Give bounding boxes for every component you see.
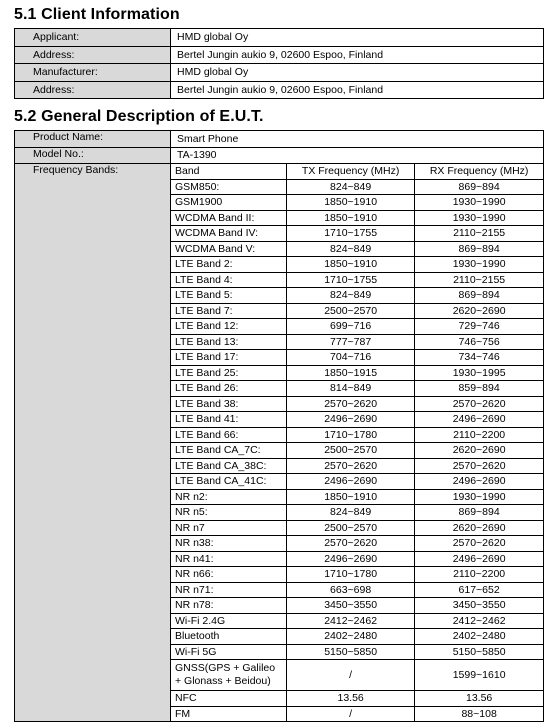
- rx-frequency-cell: 729~746: [415, 319, 543, 335]
- band-name-cell: NR n2:: [171, 489, 287, 505]
- band-name-cell: NR n5:: [171, 505, 287, 521]
- tx-frequency-cell: 2496~2690: [287, 551, 415, 567]
- frequency-bands-label: Frequency Bands:: [15, 164, 171, 722]
- tx-frequency-cell: 824~849: [287, 179, 415, 195]
- manufacturer-value: HMD global Oy: [171, 64, 544, 82]
- section-heading-general-description: 5.2 General Description of E.U.T.: [14, 108, 264, 125]
- table-row: [171, 706, 543, 721]
- client-information-table: [14, 28, 544, 99]
- band-name-cell: WCDMA Band V:: [171, 241, 287, 257]
- table-row: [15, 147, 544, 164]
- rx-frequency-cell: 1930~1995: [415, 365, 543, 381]
- rx-frequency-cell: 2496~2690: [415, 412, 543, 428]
- band-name-cell: LTE Band 12:: [171, 319, 287, 335]
- tx-frequency-cell: 2402~2480: [287, 629, 415, 645]
- eut-description-table: [14, 130, 544, 722]
- band-name-cell: LTE Band 13:: [171, 334, 287, 350]
- table-row: [171, 319, 543, 335]
- table-row: [171, 598, 543, 614]
- table-row: [15, 64, 544, 82]
- tx-frequency-cell: 1850~1910: [287, 210, 415, 226]
- model-number-label: Model No.:: [15, 147, 171, 164]
- band-name-cell: NR n66:: [171, 567, 287, 583]
- rx-frequency-cell: 734~746: [415, 350, 543, 366]
- table-row: [171, 396, 543, 412]
- rx-frequency-cell: 1599~1610: [415, 660, 543, 691]
- tx-frequency-cell: 2570~2620: [287, 396, 415, 412]
- tx-frequency-cell: 1850~1915: [287, 365, 415, 381]
- table-row: [15, 131, 544, 148]
- table-row: [171, 660, 543, 691]
- applicant-value: HMD global Oy: [171, 29, 544, 47]
- band-name-cell: Bluetooth: [171, 629, 287, 645]
- band-name-cell: NR n38:: [171, 536, 287, 552]
- tx-frequency-cell: 1850~1910: [287, 257, 415, 273]
- applicant-address-value: Bertel Jungin aukio 9, 02600 Espoo, Finland: [171, 46, 544, 64]
- table-row: [171, 210, 543, 226]
- tx-frequency-cell: 777~787: [287, 334, 415, 350]
- table-row: [171, 567, 543, 583]
- band-name-cell: LTE Band 41:: [171, 412, 287, 428]
- rx-frequency-cell: 2570~2620: [415, 458, 543, 474]
- tx-frequency-cell: 2496~2690: [287, 474, 415, 490]
- tx-frequency-cell: 2500~2570: [287, 303, 415, 319]
- manufacturer-address-label: Address:: [15, 81, 171, 99]
- table-row: [171, 350, 543, 366]
- rx-frequency-cell: 2110~2155: [415, 272, 543, 288]
- tx-frequency-cell: 699~716: [287, 319, 415, 335]
- band-name-cell: WCDMA Band IV:: [171, 226, 287, 242]
- table-row: [171, 551, 543, 567]
- tx-frequency-cell: 704~716: [287, 350, 415, 366]
- rx-frequency-cell: 1930~1990: [415, 210, 543, 226]
- table-row: [171, 427, 543, 443]
- band-name-cell: Wi-Fi 2.4G: [171, 613, 287, 629]
- band-name-cell: LTE Band CA_7C:: [171, 443, 287, 459]
- tx-frequency-cell: 13.56: [287, 691, 415, 707]
- section-heading-client-information: 5.1 Client Information: [14, 6, 180, 23]
- rx-frequency-cell: 2620~2690: [415, 520, 543, 536]
- applicant-label: Applicant:: [15, 29, 171, 47]
- tx-frequency-cell: 1710~1755: [287, 272, 415, 288]
- manufacturer-label: Manufacturer:: [15, 64, 171, 82]
- table-row: [171, 241, 543, 257]
- band-name-cell: GSM1900: [171, 195, 287, 211]
- rx-frequency-cell: 2496~2690: [415, 474, 543, 490]
- rx-frequency-cell: 1930~1990: [415, 257, 543, 273]
- rx-frequency-cell: 746~756: [415, 334, 543, 350]
- table-row: [171, 474, 543, 490]
- tx-frequency-cell: /: [287, 660, 415, 691]
- product-name-label: Product Name:: [15, 131, 171, 148]
- table-row: [15, 29, 544, 47]
- applicant-address-label: Address:: [15, 46, 171, 64]
- table-row: [171, 613, 543, 629]
- model-number-value: TA-1390: [171, 147, 544, 164]
- tx-frequency-cell: 814~849: [287, 381, 415, 397]
- tx-frequency-cell: 824~849: [287, 241, 415, 257]
- band-name-cell: LTE Band 7:: [171, 303, 287, 319]
- table-row: [171, 334, 543, 350]
- rx-frequency-cell: 1930~1990: [415, 489, 543, 505]
- tx-frequency-cell: 5150~5850: [287, 644, 415, 660]
- tx-frequency-cell: 2412~2462: [287, 613, 415, 629]
- table-row: [171, 691, 543, 707]
- rx-frequency-cell: 88~108: [415, 706, 543, 721]
- column-header-band: Band: [171, 164, 287, 179]
- table-row: [15, 81, 544, 99]
- table-row: [171, 582, 543, 598]
- column-header-rx: RX Frequency (MHz): [415, 164, 543, 179]
- band-name-cell: LTE Band 2:: [171, 257, 287, 273]
- tx-frequency-cell: 2500~2570: [287, 520, 415, 536]
- tx-frequency-cell: 1850~1910: [287, 195, 415, 211]
- table-row: [171, 505, 543, 521]
- table-row: [171, 288, 543, 304]
- band-name-cell: LTE Band 38:: [171, 396, 287, 412]
- table-row: [171, 381, 543, 397]
- band-name-cell: GSM850:: [171, 179, 287, 195]
- table-row: [171, 179, 543, 195]
- table-row: [15, 46, 544, 64]
- table-row: [171, 303, 543, 319]
- column-header-tx: TX Frequency (MHz): [287, 164, 415, 179]
- band-name-cell: NFC: [171, 691, 287, 707]
- table-row: [171, 443, 543, 459]
- frequency-bands-table: [171, 164, 543, 721]
- product-name-value: Smart Phone: [171, 131, 544, 148]
- tx-frequency-cell: 1710~1780: [287, 567, 415, 583]
- band-name-cell: LTE Band 5:: [171, 288, 287, 304]
- band-name-cell: WCDMA Band II:: [171, 210, 287, 226]
- table-row: [171, 365, 543, 381]
- band-name-cell: Wi-Fi 5G: [171, 644, 287, 660]
- band-name-cell: LTE Band CA_38C:: [171, 458, 287, 474]
- band-name-cell: LTE Band 4:: [171, 272, 287, 288]
- band-name-cell: NR n78:: [171, 598, 287, 614]
- table-row: [171, 520, 543, 536]
- table-row: [171, 195, 543, 211]
- rx-frequency-cell: 2110~2200: [415, 427, 543, 443]
- rx-frequency-cell: 2402~2480: [415, 629, 543, 645]
- band-name-cell: LTE Band CA_41C:: [171, 474, 287, 490]
- tx-frequency-cell: 1710~1755: [287, 226, 415, 242]
- rx-frequency-cell: 3450~3550: [415, 598, 543, 614]
- frequency-table-header: [171, 164, 543, 179]
- tx-frequency-cell: 824~849: [287, 288, 415, 304]
- tx-frequency-cell: 2496~2690: [287, 412, 415, 428]
- band-name-cell: LTE Band 17:: [171, 350, 287, 366]
- rx-frequency-cell: 5150~5850: [415, 644, 543, 660]
- rx-frequency-cell: 859~894: [415, 381, 543, 397]
- table-row: [171, 629, 543, 645]
- rx-frequency-cell: 2620~2690: [415, 443, 543, 459]
- tx-frequency-cell: 2570~2620: [287, 458, 415, 474]
- band-name-cell: LTE Band 26:: [171, 381, 287, 397]
- table-row: [171, 257, 543, 273]
- rx-frequency-cell: 2570~2620: [415, 396, 543, 412]
- tx-frequency-cell: /: [287, 706, 415, 721]
- tx-frequency-cell: 2570~2620: [287, 536, 415, 552]
- band-name-cell: GNSS(GPS + Galileo + Glonass + Beidou): [171, 660, 287, 691]
- rx-frequency-cell: 13.56: [415, 691, 543, 707]
- rx-frequency-cell: 2110~2200: [415, 567, 543, 583]
- table-row: [171, 644, 543, 660]
- rx-frequency-cell: 869~894: [415, 505, 543, 521]
- tx-frequency-cell: 2500~2570: [287, 443, 415, 459]
- rx-frequency-cell: 869~894: [415, 288, 543, 304]
- rx-frequency-cell: 2570~2620: [415, 536, 543, 552]
- table-row: [171, 536, 543, 552]
- tx-frequency-cell: 1710~1780: [287, 427, 415, 443]
- band-name-cell: NR n7: [171, 520, 287, 536]
- rx-frequency-cell: 2412~2462: [415, 613, 543, 629]
- rx-frequency-cell: 2620~2690: [415, 303, 543, 319]
- tx-frequency-cell: 824~849: [287, 505, 415, 521]
- rx-frequency-cell: 869~894: [415, 179, 543, 195]
- band-name-cell: LTE Band 66:: [171, 427, 287, 443]
- band-name-cell: NR n71:: [171, 582, 287, 598]
- table-row: [171, 458, 543, 474]
- table-row: [171, 412, 543, 428]
- table-row: [15, 164, 544, 722]
- tx-frequency-cell: 1850~1910: [287, 489, 415, 505]
- manufacturer-address-value: Bertel Jungin aukio 9, 02600 Espoo, Finland: [171, 81, 544, 99]
- frequency-bands-cell: [171, 164, 544, 722]
- table-row: [171, 226, 543, 242]
- table-row: [171, 489, 543, 505]
- band-name-cell: LTE Band 25:: [171, 365, 287, 381]
- rx-frequency-cell: 617~652: [415, 582, 543, 598]
- tx-frequency-cell: 663~698: [287, 582, 415, 598]
- rx-frequency-cell: 869~894: [415, 241, 543, 257]
- rx-frequency-cell: 1930~1990: [415, 195, 543, 211]
- table-row: [171, 272, 543, 288]
- band-name-cell: FM: [171, 706, 287, 721]
- band-name-cell: NR n41:: [171, 551, 287, 567]
- tx-frequency-cell: 3450~3550: [287, 598, 415, 614]
- rx-frequency-cell: 2110~2155: [415, 226, 543, 242]
- rx-frequency-cell: 2496~2690: [415, 551, 543, 567]
